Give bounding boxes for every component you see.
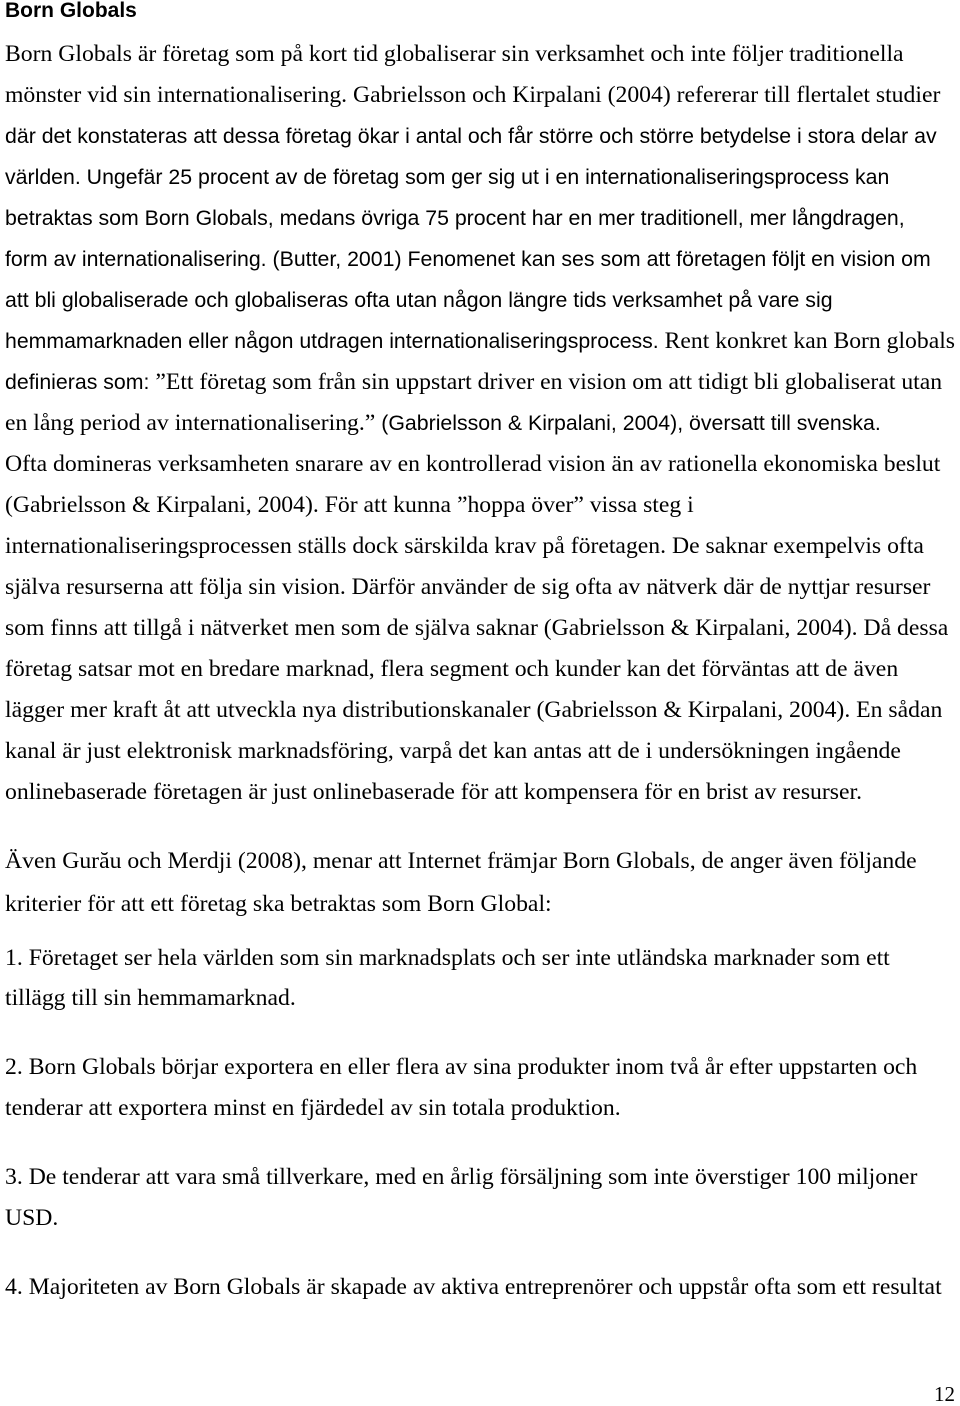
text-line: där det konstateras att dessa företag ökar i antal och får större och större betydelse i stora delar av: [5, 124, 937, 148]
text-line: kanal är just elektronisk marknadsföring, varpå det kan antas att de i undersökningen ingående: [5, 738, 901, 764]
text-line: 1. Företaget ser hela världen som sin marknadsplats och ser inte utländska marknader som ett: [5, 945, 890, 971]
text-line: världen. Ungefär 25 procent av de företag som ger sig ut i en internationaliseringsprocess kan: [5, 165, 890, 189]
paragraph: [5, 34, 956, 813]
text-line: USD.: [5, 1205, 59, 1231]
text-line: [5, 362, 942, 403]
text-line: 3. De tenderar att vara små tillverkare, med en årlig försäljning som inte överstiger 100 miljoner: [5, 1164, 918, 1190]
paragraph: [5, 840, 917, 926]
text-line: lägger mer kraft åt att utveckla nya distributionskanaler (Gabrielsson & Kirpalani, 2004). En sådan: [5, 697, 943, 723]
text-line: att bli globaliserade och globaliseras ofta utan någon längre tids verksamhet på vare sig: [5, 288, 833, 312]
text-line: internationaliseringsprocessen ställs dock särskilda krav på företagen. De saknar exempelvis ofta: [5, 533, 924, 559]
text-line: [5, 403, 881, 444]
page-number: 12: [934, 1382, 955, 1406]
text-line: onlinebaserade företagen är just onlinebaserade för att kompensera för en brist av resurser.: [5, 779, 863, 805]
text-line: Born Globals är företag som på kort tid globaliserar sin verksamhet och inte följer traditionella: [5, 41, 904, 67]
text-line: Även Gurău och Merdji (2008), menar att Internet främjar Born Globals, de anger även följande: [5, 848, 917, 874]
text-line: mönster vid sin internationalisering. Gabrielsson och Kirpalani (2004) refererar till flertalet studier: [5, 82, 941, 108]
text-line: betraktas som Born Globals, medans övriga 75 procent har en mer traditionell, mer långdragen,: [5, 206, 905, 230]
text-line: Ofta domineras verksamheten snarare av en kontrollerad vision än av rationella ekonomiska beslut: [5, 451, 941, 477]
text-line: 2. Born Globals börjar exportera en eller flera av sina produkter inom två år efter uppstarten och: [5, 1054, 918, 1080]
text-line: kriterier för att ett företag ska betraktas som Born Global:: [5, 891, 552, 917]
text-run: ”Ett företag som från sin uppstart driver en vision om att tidigt bli globaliserat utan: [155, 369, 943, 395]
text-line: (Gabrielsson & Kirpalani, 2004). För att kunna ”hoppa över” vissa steg i: [5, 492, 694, 518]
text-line: 4. Majoriteten av Born Globals är skapade av aktiva entreprenörer och uppstår ofta som ett resultat: [5, 1274, 942, 1300]
text-run: (Gabrielsson & Kirpalani, 2004), översatt till svenska.: [381, 411, 881, 435]
text-line: [5, 321, 955, 362]
text-line: som finns att tillgå i nätverket men som de själva saknar (Gabrielsson & Kirpalani, 2004). Då dessa: [5, 615, 949, 641]
criteria-item: [5, 938, 890, 1018]
text-run: en lång period av internationalisering.”: [5, 410, 376, 436]
text-run: definieras som:: [5, 370, 150, 394]
text-run: hemmamarknaden eller någon utdragen internationaliseringsprocess.: [5, 329, 659, 353]
text-line: tenderar att exportera minst en fjärdedel av sin totala produktion.: [5, 1095, 621, 1121]
text-line: själva resurserna att följa sin vision. Därför använder de sig ofta av nätverk där de nyttjar resurser: [5, 574, 931, 600]
text-line: tillägg till sin hemmamarknad.: [5, 985, 296, 1011]
text-run: Rent konkret kan Born globals: [664, 328, 955, 354]
text-line: form av internationalisering. (Butter, 2001) Fenomenet kan ses som att företagen följt en vision om: [5, 247, 931, 271]
section-heading: Born Globals: [5, 0, 137, 22]
criteria-item: [5, 1157, 917, 1239]
text-line: företag satsar mot en bredare marknad, flera segment och kunder kan det förväntas att de även: [5, 656, 899, 682]
criteria-item: [5, 1047, 917, 1129]
criteria-item: [5, 1267, 942, 1308]
